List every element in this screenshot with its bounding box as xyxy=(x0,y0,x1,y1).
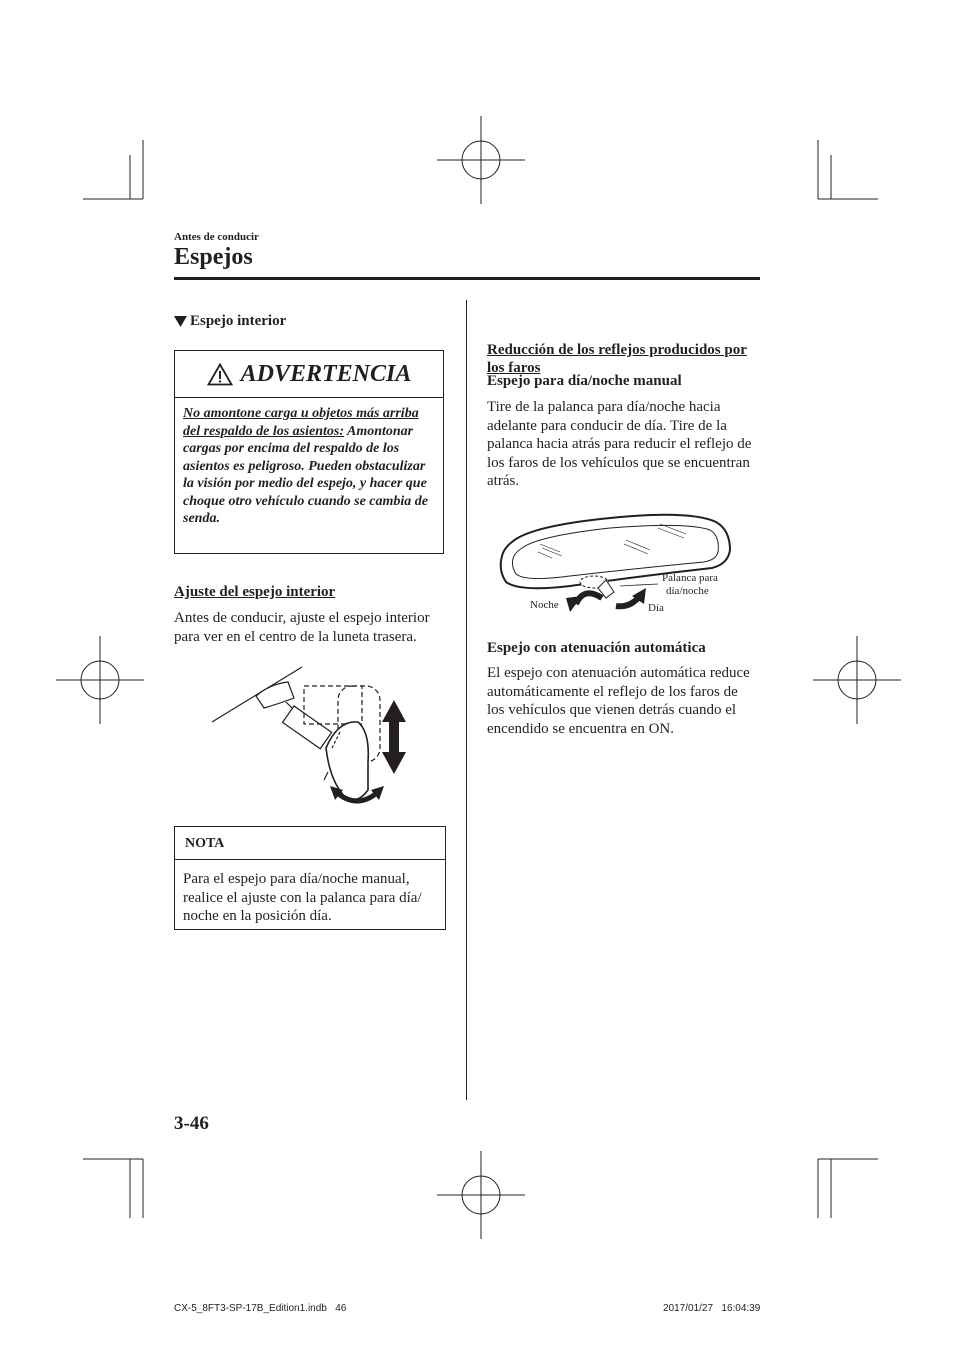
header-rule xyxy=(174,277,760,280)
auto-dimming-heading: Espejo con atenuación automática xyxy=(487,640,706,656)
warning-body: Amontonar cargas por encima del respaldo de los asientos es peligroso. Pueden obstaculizar la visión por medio del espejo, y hacer que choque otro vehículo cuando se cambia de senda. xyxy=(183,423,428,526)
note-box xyxy=(174,826,446,930)
warning-triangle-icon xyxy=(207,363,233,386)
note-title: NOTA xyxy=(185,836,225,851)
page-title: Espejos xyxy=(174,244,253,270)
section-heading xyxy=(174,313,286,330)
warning-box xyxy=(174,350,444,554)
column-divider xyxy=(466,300,467,1100)
warning-separator xyxy=(175,397,443,398)
footer-file-name: CX-5_8FT3-SP-17B_Edition1.indb 46 xyxy=(174,1303,347,1314)
day-night-mirror-illustration xyxy=(490,500,750,620)
manual-heading: Espejo para día/noche manual xyxy=(487,373,682,389)
lever-label-line2: día/noche xyxy=(666,585,709,597)
warning-title: ADVERTENCIA xyxy=(240,360,412,387)
glare-heading: Reducción de los reflejos producidos por los faros xyxy=(487,342,747,376)
lever-label-line1: Palanca para xyxy=(662,572,718,584)
section-label: Antes de conducir xyxy=(174,231,259,243)
night-label: Noche xyxy=(530,599,559,611)
warning-lead: No amontone carga u objetos más arriba del respaldo de los asientos: xyxy=(183,406,419,439)
page-number: 3-46 xyxy=(174,1113,209,1134)
warning-header xyxy=(175,351,443,397)
footer-timestamp: 2017/01/27 16:04:39 xyxy=(663,1303,761,1314)
auto-dimming-text: El espejo con atenuación automática reduce automáticamente el reflejo de los faros de los vehículos que vienen detrás cuando el encendido se encuentra en ON. xyxy=(487,665,750,737)
adjust-heading: Ajuste del espejo interior xyxy=(174,584,336,600)
triangle-down-icon xyxy=(174,316,187,328)
note-separator xyxy=(175,859,445,860)
manual-text: Tire de la palanca para día/noche hacia adelante para conducir de día. Tire de la palanca hacia atrás para reducir el reflejo de los faros de los vehículos que se encuentran atrás. xyxy=(487,399,752,489)
mirror-adjust-illustration xyxy=(208,662,412,812)
warning-text xyxy=(183,405,433,528)
note-text: Para el espejo para día/noche manual, realice el ajuste con la palanca para día/ noche en la posición día. xyxy=(183,871,422,924)
adjust-text: Antes de conducir, ajuste el espejo interior para ver en el centro de la luneta trasera. xyxy=(174,610,430,645)
day-label: Día xyxy=(648,602,664,614)
section-heading-text: Espejo interior xyxy=(190,313,287,329)
